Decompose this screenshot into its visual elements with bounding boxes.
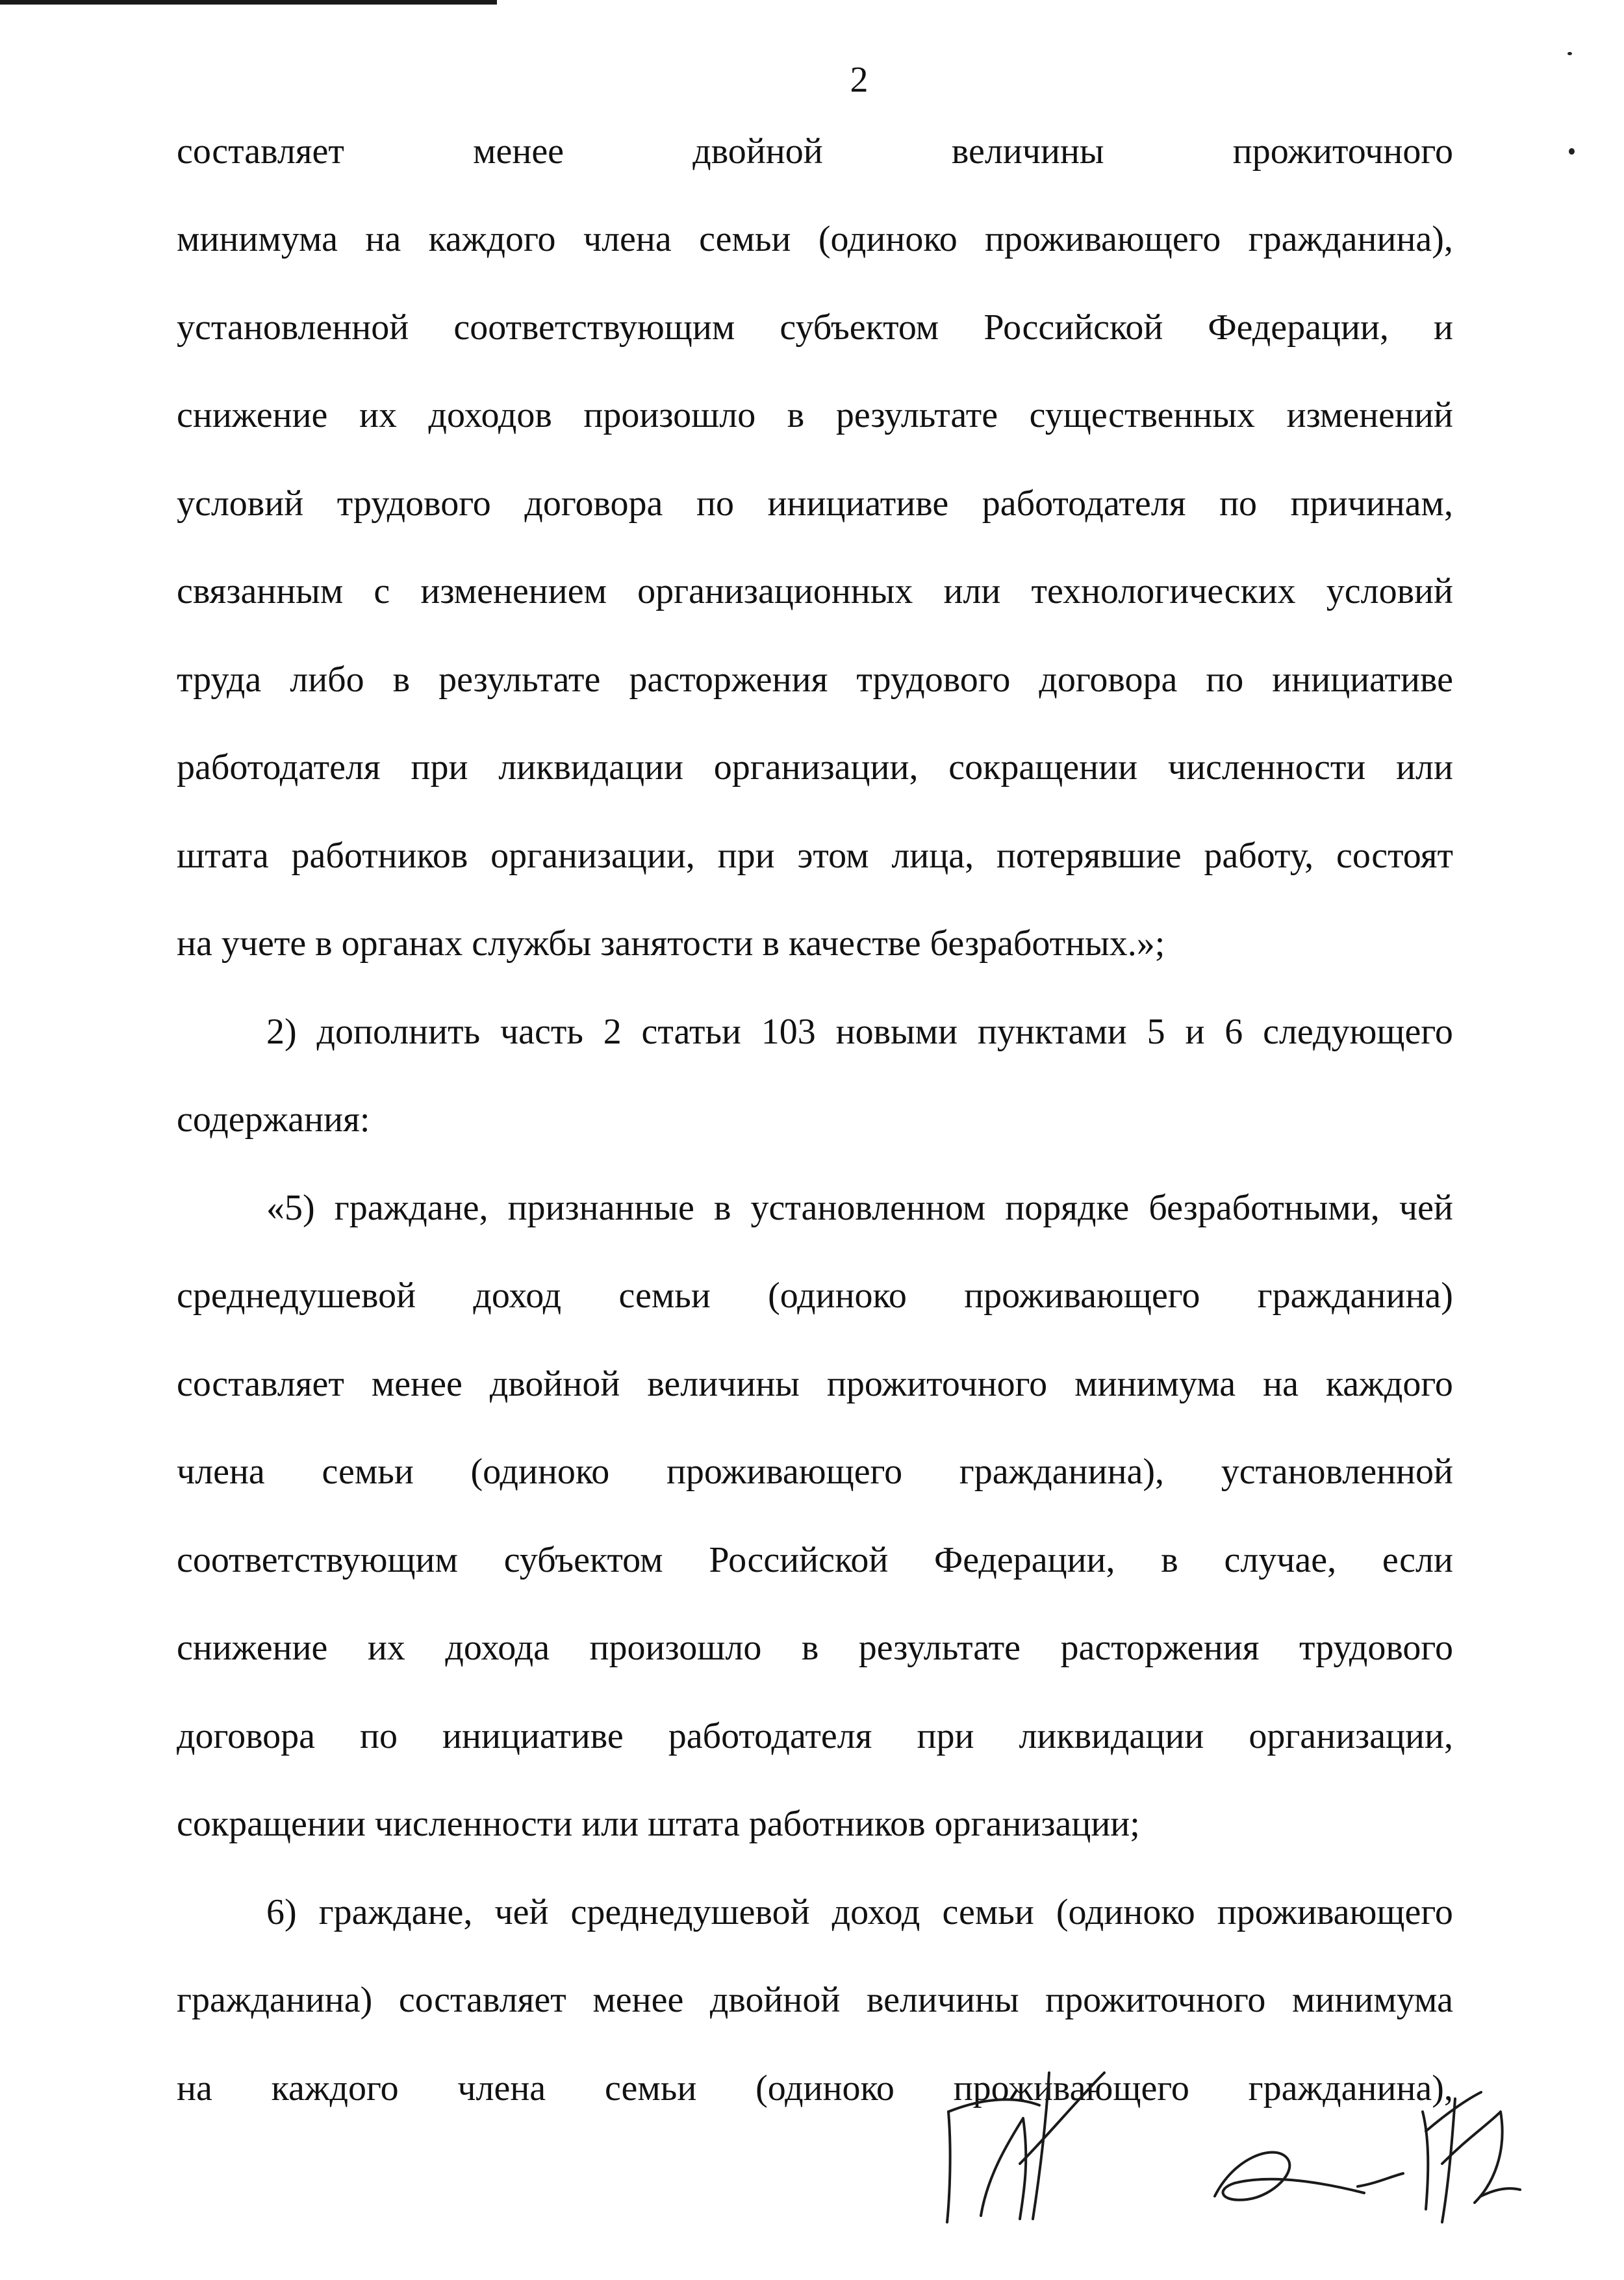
word: трудового xyxy=(1299,1628,1453,1668)
text-line xyxy=(177,749,1453,786)
text-line xyxy=(177,1277,1453,1314)
scan-edge-line xyxy=(0,0,497,5)
word: 6) xyxy=(266,1892,297,1932)
text-line xyxy=(177,661,1453,698)
paragraph-first-line xyxy=(266,1894,1453,1930)
word: результате xyxy=(858,1628,1021,1668)
word: составляет xyxy=(177,131,344,172)
word: работу, xyxy=(1204,836,1314,876)
word: (одиноко xyxy=(1056,1892,1195,1932)
word: работников xyxy=(291,836,468,876)
word: работодателя xyxy=(982,483,1186,524)
text-line xyxy=(177,485,1453,522)
word: сокращении xyxy=(948,747,1138,788)
word: договора xyxy=(177,1716,315,1756)
word: дохода xyxy=(445,1628,550,1668)
scan-speck xyxy=(1567,52,1572,55)
word: граждане, xyxy=(334,1188,488,1228)
paragraph-first-line xyxy=(266,1014,1453,1050)
word: в xyxy=(801,1628,819,1668)
word: проживающего xyxy=(1217,1892,1453,1932)
word: семьи xyxy=(618,1275,711,1316)
word: семьи xyxy=(604,2068,697,2108)
word: связанным xyxy=(177,571,344,611)
word: «5) xyxy=(266,1188,315,1228)
word: произошло xyxy=(583,395,756,435)
word: Российской xyxy=(983,307,1163,348)
word: доход xyxy=(831,1892,920,1932)
word: новыми xyxy=(835,1012,958,1052)
word: условий xyxy=(177,483,304,524)
paragraph-first-line xyxy=(266,1190,1453,1226)
word: менее xyxy=(592,1980,684,2020)
word: результате xyxy=(835,395,998,435)
word: работодателя xyxy=(668,1716,872,1756)
word: 5 xyxy=(1147,1012,1165,1052)
word: 103 xyxy=(761,1012,816,1052)
text-line: содержания: xyxy=(177,1099,370,1140)
word: Федерации, xyxy=(1208,307,1389,348)
word: менее xyxy=(473,131,565,172)
word: гражданина) xyxy=(1257,1275,1453,1316)
scan-speck xyxy=(1569,148,1575,155)
signatures xyxy=(909,2034,1559,2229)
word: семьи xyxy=(699,219,791,259)
word: расторжения xyxy=(629,660,828,700)
word: (одиноко xyxy=(755,2068,894,2108)
word: численности xyxy=(1167,747,1366,788)
word: следующего xyxy=(1263,1012,1453,1052)
word: и xyxy=(1185,1012,1205,1052)
word: по xyxy=(696,483,734,524)
word: дополнить xyxy=(316,1012,481,1052)
word: среднедушевой xyxy=(570,1892,810,1932)
word: величины xyxy=(951,131,1104,172)
word: организации, xyxy=(713,747,919,788)
word: каждого xyxy=(1325,1364,1453,1404)
word: субъектом xyxy=(780,307,939,348)
word: или xyxy=(943,571,1001,611)
text-line xyxy=(177,1630,1453,1666)
word: в xyxy=(392,660,411,700)
word: изменений xyxy=(1286,395,1453,435)
word: при xyxy=(411,747,468,788)
word: гражданина), xyxy=(959,1452,1165,1492)
word: прожиточного xyxy=(1232,131,1453,172)
text-line: сокращении численности или штата работников организации; xyxy=(177,1804,1140,1844)
word: двойной xyxy=(692,131,823,172)
word: признанные xyxy=(507,1188,694,1228)
word: ликвидации xyxy=(498,747,683,788)
text-line xyxy=(177,1454,1453,1490)
word: организации, xyxy=(1249,1716,1453,1756)
word: установленном xyxy=(750,1188,986,1228)
word: гражданина) xyxy=(177,1980,373,2020)
word: и xyxy=(1433,307,1453,348)
word: граждане, xyxy=(318,1892,473,1932)
word: инициативе xyxy=(442,1716,624,1756)
word: штата xyxy=(177,836,269,876)
word: двойной xyxy=(489,1364,620,1404)
word: снижение xyxy=(177,395,328,435)
text-line xyxy=(177,1718,1453,1754)
word: произошло xyxy=(589,1628,762,1668)
word: менее xyxy=(371,1364,463,1404)
word: лица, xyxy=(891,836,974,876)
word: проживающего xyxy=(666,1452,903,1492)
word: прожиточного xyxy=(1045,1980,1266,2020)
word: минимума xyxy=(177,219,338,259)
word: 6 xyxy=(1224,1012,1243,1052)
word: на xyxy=(1263,1364,1299,1404)
text-line xyxy=(177,573,1453,609)
word: гражданина), xyxy=(1248,2068,1453,2108)
word: инициативе xyxy=(767,483,949,524)
word: результате xyxy=(438,660,601,700)
word: каждого xyxy=(271,2068,399,2108)
word: семьи xyxy=(322,1452,414,1492)
word: установленной xyxy=(177,307,409,348)
word: с xyxy=(374,571,390,611)
text-line xyxy=(177,309,1453,346)
word: минимума xyxy=(1074,1364,1236,1404)
text-line xyxy=(177,397,1453,433)
word: либо xyxy=(290,660,364,700)
signature-right xyxy=(1215,2092,1520,2222)
word: соответствующим xyxy=(453,307,735,348)
text-line xyxy=(177,221,1453,257)
word: или xyxy=(1396,747,1453,788)
word: семьи xyxy=(942,1892,1034,1932)
text-line xyxy=(177,1982,1453,2018)
word: трудового xyxy=(336,483,491,524)
word: на xyxy=(365,219,401,259)
word: этом xyxy=(797,836,869,876)
word: прожиточного xyxy=(826,1364,1048,1404)
word: условий xyxy=(1326,571,1453,611)
word: величины xyxy=(866,1980,1019,2020)
word: (одиноко xyxy=(768,1275,907,1316)
word: в xyxy=(713,1188,731,1228)
word: при xyxy=(917,1716,974,1756)
word: Федерации, xyxy=(934,1540,1115,1580)
word: по xyxy=(1219,483,1258,524)
word: организации, xyxy=(490,836,695,876)
word: расторжения xyxy=(1060,1628,1260,1668)
word: величины xyxy=(647,1364,800,1404)
word: труда xyxy=(177,660,262,700)
word: работодателя xyxy=(177,747,381,788)
word: потерявшие xyxy=(996,836,1182,876)
word: порядке xyxy=(1005,1188,1130,1228)
word: при xyxy=(717,836,775,876)
word: доходов xyxy=(428,395,552,435)
word: Российской xyxy=(709,1540,889,1580)
word: в xyxy=(787,395,805,435)
word: субъектом xyxy=(503,1540,663,1580)
text-line xyxy=(177,838,1453,874)
word: если xyxy=(1382,1540,1453,1580)
word: 2) xyxy=(266,1012,297,1052)
word: члена xyxy=(583,219,672,259)
word: пунктами xyxy=(977,1012,1127,1052)
word: по xyxy=(360,1716,398,1756)
word: чей xyxy=(1399,1188,1453,1228)
word: организационных xyxy=(637,571,913,611)
word: проживающего xyxy=(985,219,1221,259)
word: доход xyxy=(473,1275,562,1316)
word: 2 xyxy=(603,1012,622,1052)
word: снижение xyxy=(177,1628,328,1668)
word: установленной xyxy=(1221,1452,1453,1492)
word: их xyxy=(367,1628,405,1668)
word: статьи xyxy=(641,1012,741,1052)
word: проживающего xyxy=(953,2068,1189,2108)
word: причинам, xyxy=(1290,483,1453,524)
word: (одиноко xyxy=(470,1452,610,1492)
word: часть xyxy=(500,1012,583,1052)
word: трудового xyxy=(856,660,1011,700)
word: ликвидации xyxy=(1019,1716,1204,1756)
word: составляет xyxy=(398,1980,566,2020)
word: двойной xyxy=(709,1980,841,2020)
word: состоят xyxy=(1336,836,1453,876)
word: минимума xyxy=(1292,1980,1453,2020)
word: члена xyxy=(177,1452,265,1492)
word: проживающего xyxy=(964,1275,1200,1316)
text-line xyxy=(177,1366,1453,1402)
word: безработными, xyxy=(1148,1188,1380,1228)
word: в xyxy=(1161,1540,1178,1580)
word: по xyxy=(1206,660,1244,700)
word: среднедушевой xyxy=(177,1275,416,1316)
text-line xyxy=(177,133,1453,170)
word: составляет xyxy=(177,1364,344,1404)
word: изменением xyxy=(420,571,607,611)
page-number: 2 xyxy=(850,60,869,100)
word: технологических xyxy=(1031,571,1296,611)
text-line xyxy=(177,1542,1453,1578)
word: на xyxy=(177,2068,212,2108)
word: существенных xyxy=(1029,395,1256,435)
word: гражданина), xyxy=(1248,219,1453,259)
word: члена xyxy=(457,2068,546,2108)
word: договора xyxy=(1039,660,1178,700)
word: (одиноко xyxy=(818,219,958,259)
word: случае, xyxy=(1224,1540,1337,1580)
text-line: на учете в органах службы занятости в качестве безработных.»; xyxy=(177,923,1165,964)
word: чей xyxy=(494,1892,549,1932)
word: соответствующим xyxy=(177,1540,458,1580)
word: договора xyxy=(524,483,663,524)
signature-left xyxy=(947,2073,1104,2222)
word: каждого xyxy=(428,219,556,259)
word: их xyxy=(359,395,397,435)
word: инициативе xyxy=(1272,660,1453,700)
